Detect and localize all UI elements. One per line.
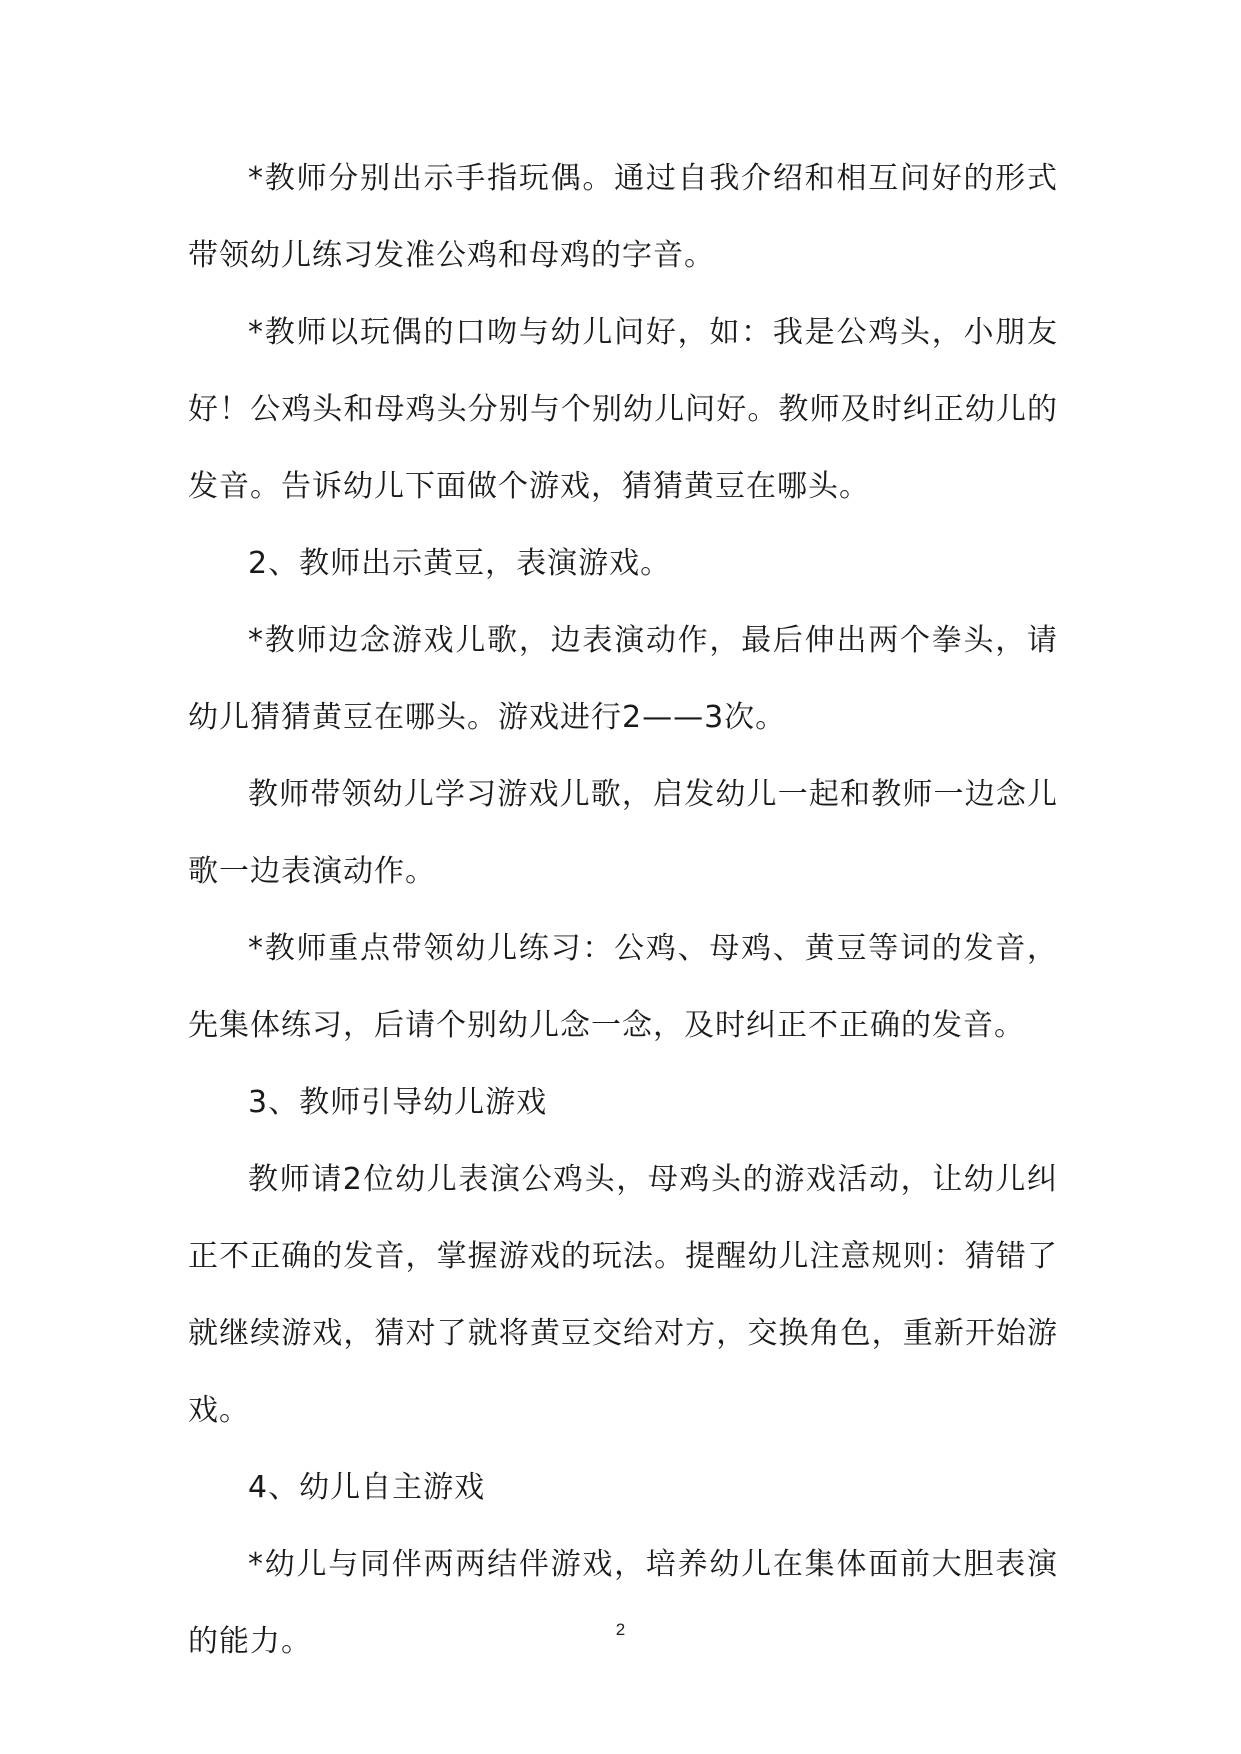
paragraph: 教师请2位幼儿表演公鸡头，母鸡头的游戏活动，让幼儿纠正不正确的发音，掌握游戏的玩法。提醒幼儿注意规则：猜错了就继续游戏，猜对了就将黄豆交给对方，交换角色，重新开始游戏。 [188, 1162, 1058, 1428]
paragraph: *教师边念游戏儿歌，边表演动作，最后伸出两个拳头，请幼儿猜猜黄豆在哪头。游戏进行2——3次。 [188, 623, 1058, 735]
paragraph: 教师带领幼儿学习游戏儿歌，启发幼儿一起和教师一边念儿歌一边表演动作。 [188, 777, 1058, 889]
page-number: 2 [615, 1620, 626, 1639]
section-heading: 3、教师引导幼儿游戏 [248, 1085, 548, 1120]
paragraph: *教师分别出示手指玩偶。通过自我介绍和相互问好的形式带领幼儿练习发准公鸡和母鸡的字音。 [188, 161, 1058, 273]
paragraph: *幼儿与同伴两两结伴游戏，培养幼儿在集体面前大胆表演的能力。 [188, 1547, 1058, 1659]
body-text [188, 140, 1058, 1680]
paragraph: *教师以玩偶的口吻与幼儿问好，如：我是公鸡头，小朋友好！公鸡头和母鸡头分别与个别幼儿问好。教师及时纠正幼儿的发音。告诉幼儿下面做个游戏，猜猜黄豆在哪头。 [188, 315, 1058, 504]
paragraph: *教师重点带领幼儿练习：公鸡、母鸡、黄豆等词的发音，先集体练习，后请个别幼儿念一念，及时纠正不正确的发音。 [188, 931, 1058, 1043]
section-heading: 4、幼儿自主游戏 [248, 1470, 486, 1505]
section-heading: 2、教师出示黄豆，表演游戏。 [248, 546, 672, 581]
